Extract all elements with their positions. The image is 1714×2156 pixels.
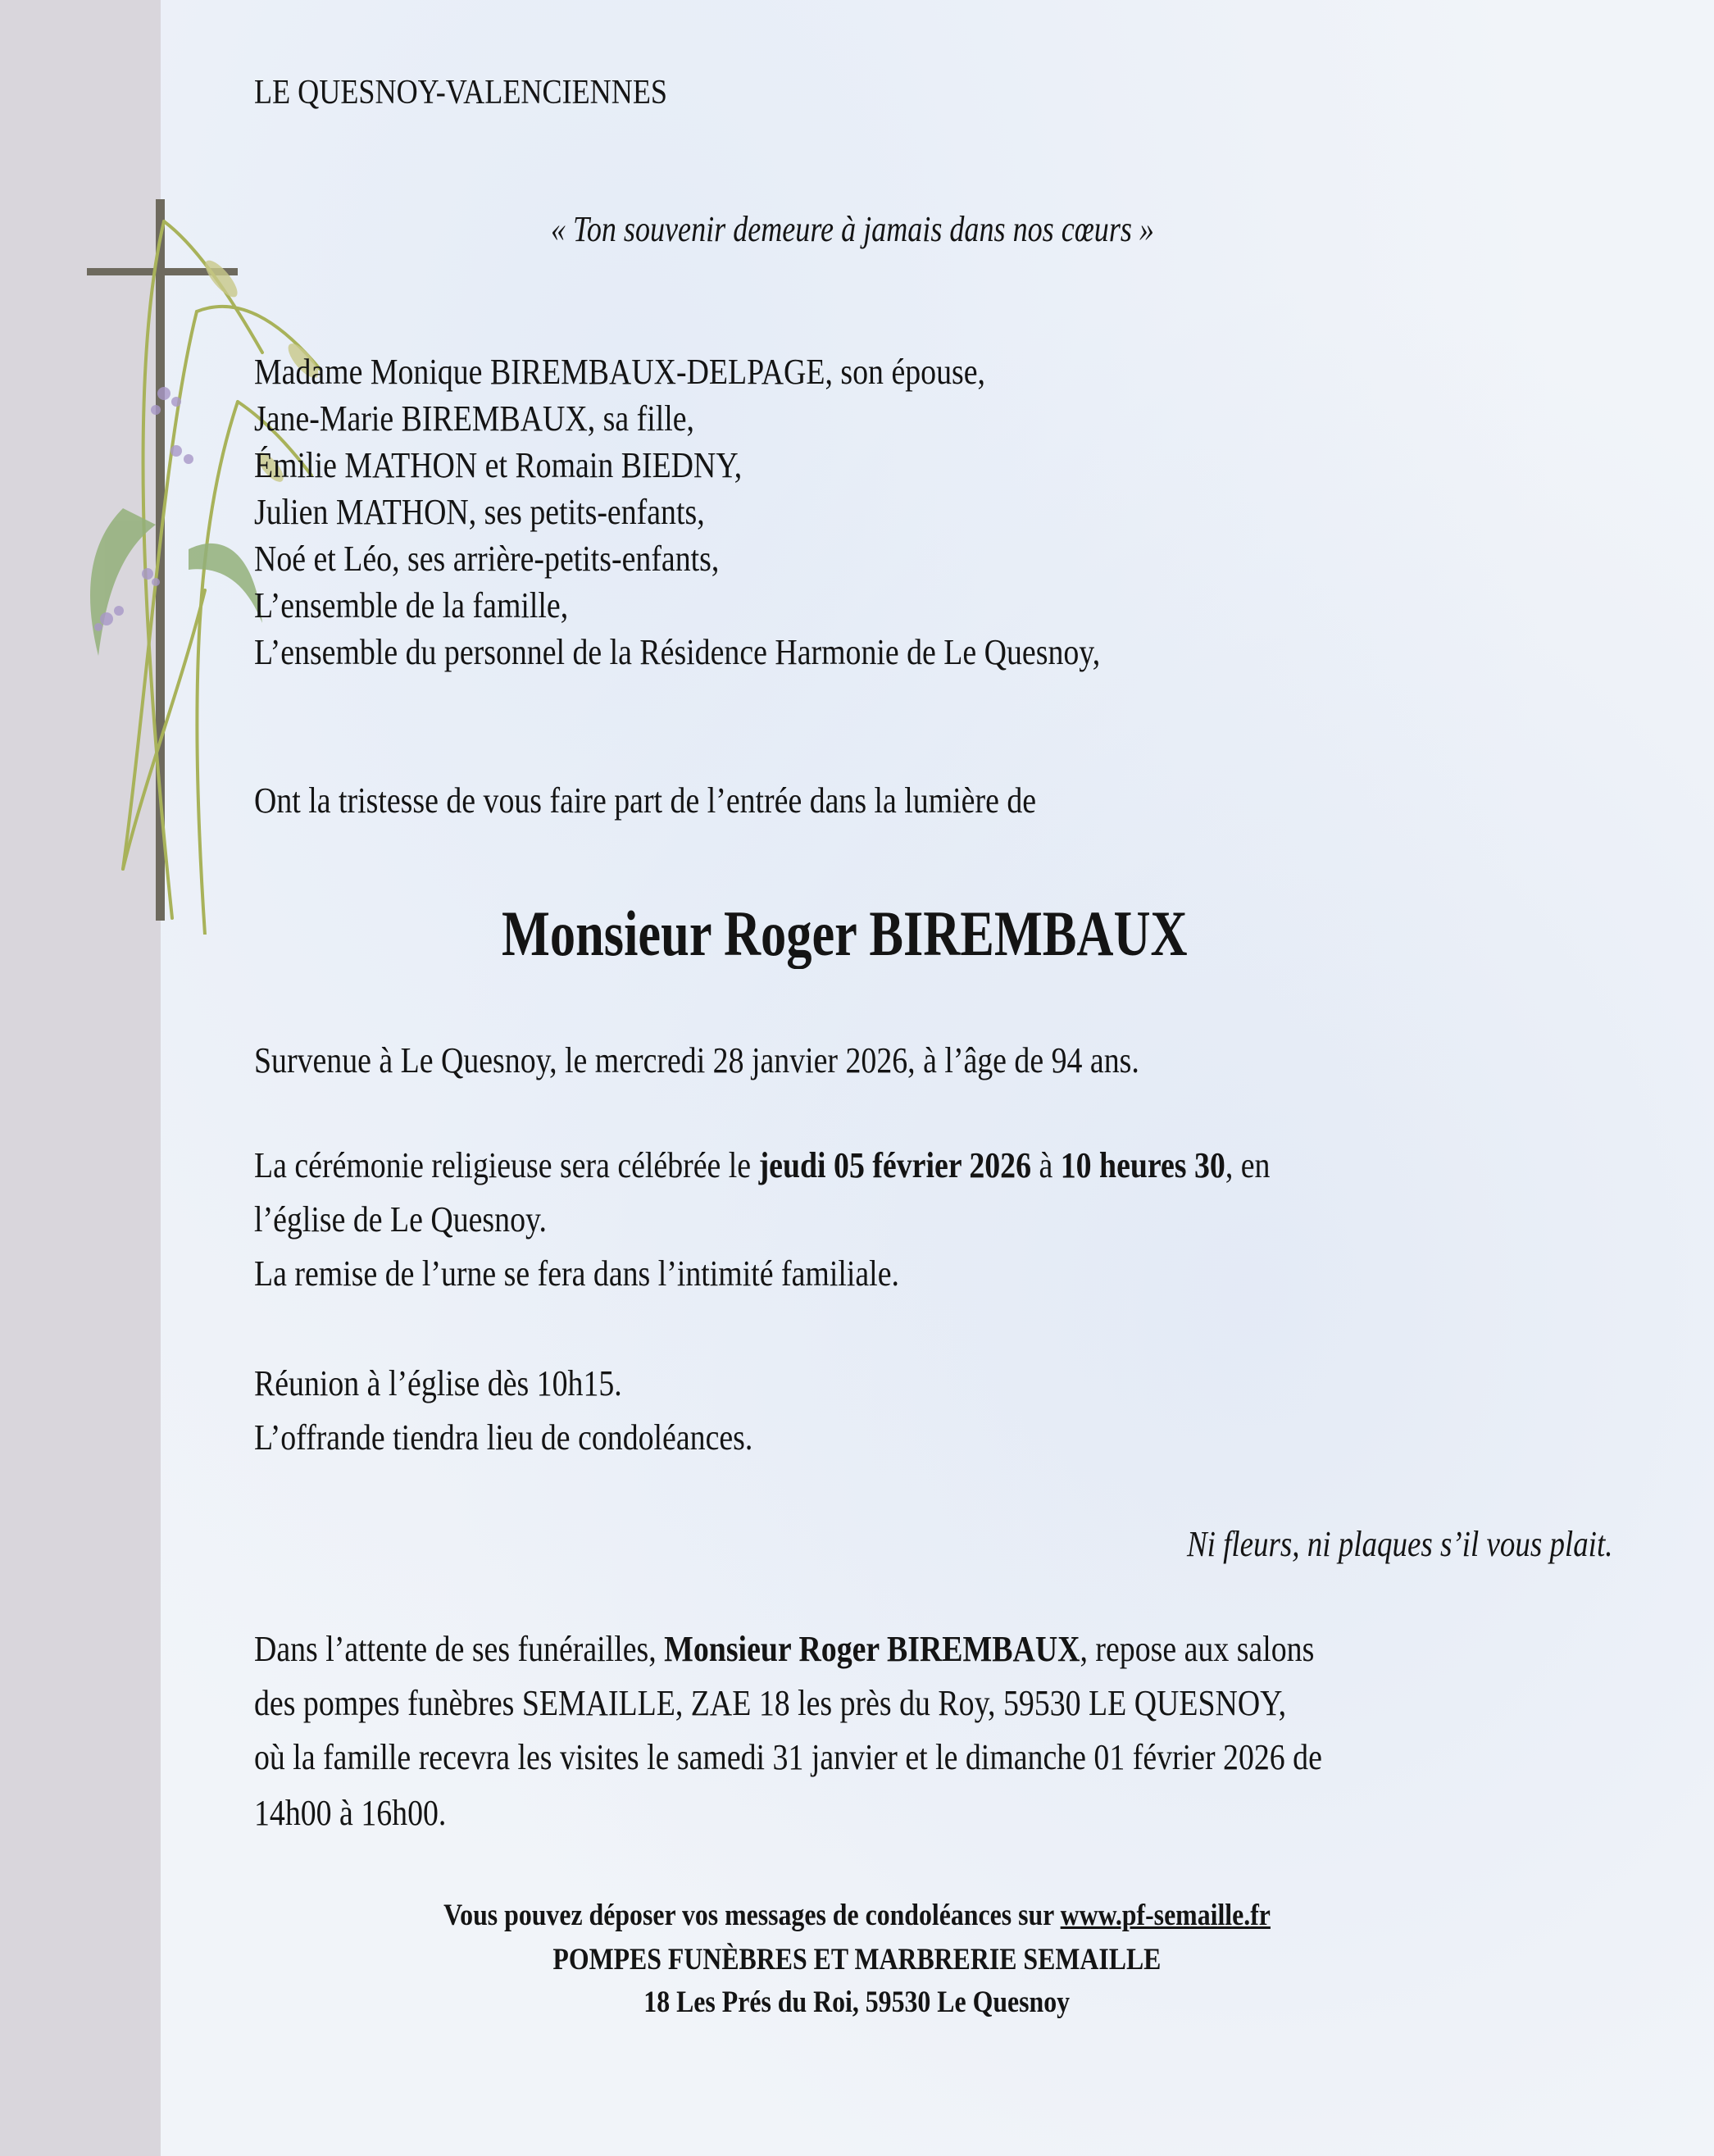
funeral-home-line-2: des pompes funèbres SEMAILLE, ZAE 18 les près du Roy, 59530 LE QUESNOY,: [254, 1683, 1287, 1723]
meeting-line-1: Réunion à l’église dès 10h15.: [254, 1363, 622, 1403]
family-member-line: Julien MATHON, ses petits-enfants,: [254, 492, 705, 532]
family-member-line: Madame Monique BIREMBAUX-DELPAGE, son épouse,: [254, 352, 985, 392]
death-info: Survenue à Le Quesnoy, le mercredi 28 janvier 2026, à l’âge de 94 ans.: [254, 1040, 1139, 1080]
funeral-home-line-1: [254, 1631, 1314, 1667]
memorial-quote: « Ton souvenir demeure à jamais dans nos cœurs »: [551, 209, 1154, 249]
company-address: 18 Les Prés du Roi, 59530 Le Quesnoy: [643, 1985, 1071, 2019]
deceased-name: Monsieur Roger BIREMBAUX: [502, 898, 1188, 969]
funeral-home-line-3: où la famille recevra les visites le samedi 31 janvier et le dimanche 01 février 2026 de: [254, 1737, 1322, 1777]
family-member-line: Émilie MATHON et Romain BIEDNY,: [254, 445, 743, 485]
website-link[interactable]: www.pf-semaille.fr: [1060, 1899, 1271, 1932]
no-flowers-note: Ni fleurs, ni plaques s’il vous plait.: [1186, 1524, 1612, 1564]
ceremony-line-2: l’église de Le Quesnoy.: [254, 1199, 547, 1239]
ceremony-line-3: La remise de l’urne se fera dans l’intimité familiale.: [254, 1253, 899, 1294]
ceremony-time: 10 heures 30: [1060, 1145, 1225, 1185]
ceremony-text: La cérémonie religieuse sera célébrée le: [254, 1145, 759, 1185]
condolences-text: Vous pouvez déposer vos messages de condoléances sur: [443, 1899, 1061, 1932]
funeral-home-text: Dans l’attente de ses funérailles,: [254, 1629, 665, 1669]
ceremony-line-1: [254, 1145, 1271, 1185]
announcement-text: Ont la tristesse de vous faire part de l’entrée dans la lumière de: [254, 780, 1037, 821]
company-name: POMPES FUNÈBRES ET MARBRERIE SEMAILLE: [552, 1943, 1162, 1976]
ceremony-text: à: [1031, 1145, 1061, 1185]
family-member-line: L’ensemble de la famille,: [254, 585, 569, 625]
footer-company: [0, 1944, 1714, 1975]
ceremony-text: , en: [1225, 1145, 1271, 1185]
family-member-line: L’ensemble du personnel de la Résidence Harmonie de Le Quesnoy,: [254, 632, 1101, 672]
location-header: LE QUESNOY-VALENCIENNES: [254, 74, 667, 111]
deceased-name-inline: Monsieur Roger BIREMBAUX: [664, 1629, 1080, 1669]
family-member-line: Noé et Léo, ses arrière-petits-enfants,: [254, 539, 720, 579]
ceremony-date: jeudi 05 février 2026: [758, 1145, 1032, 1185]
funeral-home-line-4: 14h00 à 16h00.: [254, 1793, 447, 1833]
funeral-home-text: , repose aux salons: [1080, 1629, 1315, 1669]
footer-address: [0, 1987, 1714, 2017]
meeting-line-2: L’offrande tiendra lieu de condoléances.: [254, 1417, 753, 1458]
family-member-line: Jane-Marie BIREMBAUX, sa fille,: [254, 398, 695, 439]
footer-condolences: [0, 1900, 1714, 1931]
